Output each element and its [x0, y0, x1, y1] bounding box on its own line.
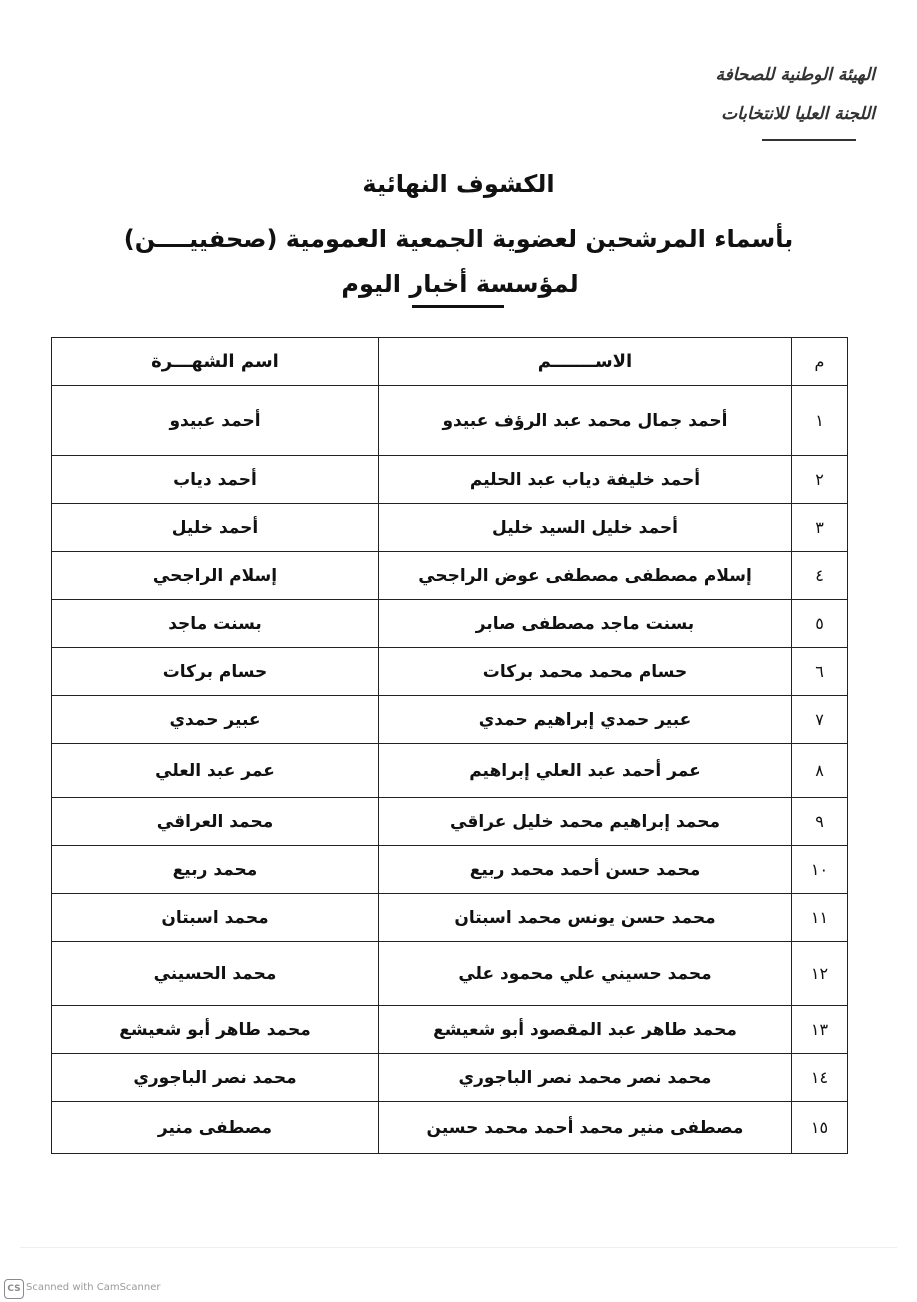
row-full-name: محمد حسيني علي محمود علي — [379, 942, 792, 1006]
table-row — [52, 798, 848, 846]
row-full-name: أحمد خليل السيد خليل — [379, 504, 792, 552]
row-number: ١٢ — [792, 942, 848, 1006]
table-row — [52, 942, 848, 1006]
row-number: ٤ — [792, 552, 848, 600]
row-number: ٨ — [792, 744, 848, 798]
row-known-name: مصطفى منير — [52, 1102, 379, 1154]
row-full-name: بسنت ماجد مصطفى صابر — [379, 600, 792, 648]
row-number: ١٤ — [792, 1054, 848, 1102]
document-subtitle: بأسماء المرشحين لعضوية الجمعية العمومية (صحفييــــن) — [123, 225, 794, 253]
row-full-name: عمر أحمد عبد العلي إبراهيم — [379, 744, 792, 798]
row-known-name: عمر عبد العلي — [52, 744, 379, 798]
organization-header — [655, 56, 875, 134]
row-number: ٥ — [792, 600, 848, 648]
table-row — [52, 456, 848, 504]
table-row — [52, 696, 848, 744]
row-full-name: محمد حسن يونس محمد اسبتان — [379, 894, 792, 942]
row-full-name: محمد حسن أحمد محمد ربيع — [379, 846, 792, 894]
row-known-name: أحمد دياب — [52, 456, 379, 504]
table-row — [52, 1054, 848, 1102]
scanner-watermark: Scanned with CamScanner — [26, 1282, 161, 1293]
row-known-name: محمد نصر الباجوري — [52, 1054, 379, 1102]
table-header-row — [52, 338, 848, 386]
table-row — [52, 1006, 848, 1054]
row-number: ١ — [792, 386, 848, 456]
row-number: ١٠ — [792, 846, 848, 894]
row-number: ١١ — [792, 894, 848, 942]
row-number: ١٣ — [792, 1006, 848, 1054]
row-known-name: بسنت ماجد — [52, 600, 379, 648]
row-known-name: محمد العراقي — [52, 798, 379, 846]
camscanner-logo: CS — [4, 1279, 24, 1299]
institution-underline — [412, 305, 504, 308]
header-fame: اسم الشهـــرة — [52, 338, 379, 386]
org-line-1: الهيئة الوطنية للصحافة — [715, 65, 875, 85]
row-known-name: عبير حمدي — [52, 696, 379, 744]
row-full-name: أحمد خليفة دياب عبد الحليم — [379, 456, 792, 504]
row-known-name: أحمد خليل — [52, 504, 379, 552]
table-row — [52, 386, 848, 456]
org-underline — [762, 139, 856, 141]
candidates-table — [51, 337, 848, 1154]
row-known-name: حسام بركات — [52, 648, 379, 696]
row-number: ٩ — [792, 798, 848, 846]
institution-title: لمؤسسة أخبار اليوم — [341, 270, 579, 298]
row-known-name: محمد ربيع — [52, 846, 379, 894]
table-row — [52, 846, 848, 894]
row-number: ١٥ — [792, 1102, 848, 1154]
table-row — [52, 894, 848, 942]
page-bottom-line — [20, 1247, 897, 1248]
row-known-name: محمد الحسيني — [52, 942, 379, 1006]
row-full-name: إسلام مصطفى مصطفى عوض الراجحي — [379, 552, 792, 600]
org-line-2: اللجنة العليا للانتخابات — [721, 104, 875, 124]
row-number: ٧ — [792, 696, 848, 744]
header-num: م — [792, 338, 848, 386]
table-row — [52, 552, 848, 600]
table-row — [52, 1102, 848, 1154]
table-row — [52, 648, 848, 696]
row-number: ٢ — [792, 456, 848, 504]
row-number: ٦ — [792, 648, 848, 696]
table-row — [52, 744, 848, 798]
row-known-name: محمد اسبتان — [52, 894, 379, 942]
header-name: الاســـــــم — [379, 338, 792, 386]
row-full-name: حسام محمد محمد بركات — [379, 648, 792, 696]
row-full-name: محمد نصر محمد نصر الباجوري — [379, 1054, 792, 1102]
table-row — [52, 504, 848, 552]
row-full-name: أحمد جمال محمد عبد الرؤف عبيدو — [379, 386, 792, 456]
document-title: الكشوف النهائية — [362, 170, 555, 198]
row-number: ٣ — [792, 504, 848, 552]
row-known-name: محمد طاهر أبو شعيشع — [52, 1006, 379, 1054]
row-full-name: محمد إبراهيم محمد خليل عراقي — [379, 798, 792, 846]
row-known-name: إسلام الراجحي — [52, 552, 379, 600]
row-full-name: محمد طاهر عبد المقصود أبو شعيشع — [379, 1006, 792, 1054]
row-known-name: أحمد عبيدو — [52, 386, 379, 456]
row-full-name: عبير حمدي إبراهيم حمدي — [379, 696, 792, 744]
table-row — [52, 600, 848, 648]
row-full-name: مصطفى منير محمد أحمد محمد حسين — [379, 1102, 792, 1154]
